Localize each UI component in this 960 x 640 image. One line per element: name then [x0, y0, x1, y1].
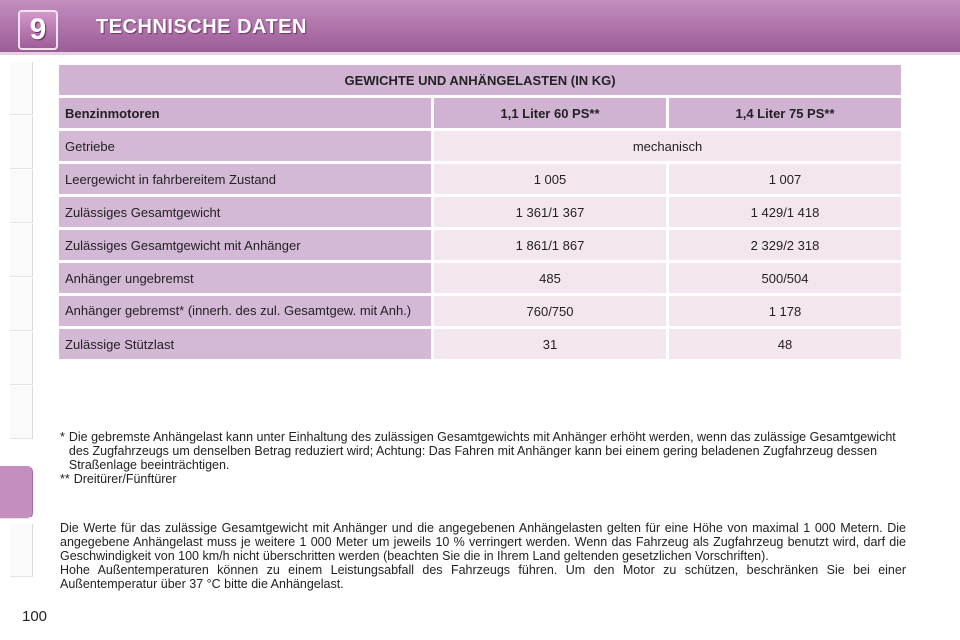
table-row	[59, 329, 901, 359]
footnote-text: Dreitürer/Fünftürer	[73, 472, 177, 486]
row-value: 485	[434, 263, 666, 293]
row-value: 1 361/1 367	[434, 197, 666, 227]
chapter-tab-2[interactable]	[10, 116, 33, 169]
weights-table	[56, 62, 904, 362]
footnote	[60, 430, 906, 472]
table-row	[59, 296, 901, 326]
chapter-tab-3[interactable]	[10, 170, 33, 223]
table-title: GEWICHTE UND ANHÄNGELASTEN (IN KG)	[59, 65, 901, 95]
row-value: 1 005	[434, 164, 666, 194]
body-text	[60, 521, 906, 591]
table-row	[59, 263, 901, 293]
row-label: Getriebe	[59, 131, 431, 161]
chapter-tab-7[interactable]	[10, 386, 33, 439]
chapter-tab-1[interactable]	[10, 62, 33, 115]
footnote-text: Die gebremste Anhängelast kann unter Einhaltung des zulässigen Gesamtgewichts mit Anhänger erhöht werden, wenn das zulässige Gesamtgewicht des Zugfahrzeugs um denselben Betrag reduziert wird; Achtung: Das Fahren mit Anhänger kann bei einem gering beladenen Zugfahrzeug dessen Straßenlage beeinträchtigen.	[68, 430, 896, 472]
footnotes	[60, 430, 906, 486]
footnote	[60, 472, 906, 486]
row-label: Zulässiges Gesamtgewicht	[59, 197, 431, 227]
page-number: 100	[22, 608, 48, 625]
chapter-tab-4[interactable]	[10, 224, 33, 277]
chapter-tab-6[interactable]	[10, 332, 33, 385]
table-row	[59, 197, 901, 227]
row-label: Zulässige Stützlast	[59, 329, 431, 359]
footnote-mark: **	[60, 472, 70, 486]
header-divider	[0, 52, 960, 55]
page-title: TECHNISCHE DATEN	[96, 16, 307, 38]
row-value: 1 429/1 418	[669, 197, 901, 227]
row-value: 1 007	[669, 164, 901, 194]
row-label: Anhänger ungebremst	[59, 263, 431, 293]
chapter-tabs	[0, 62, 34, 582]
row-value: 2 329/2 318	[669, 230, 901, 260]
table-row	[59, 164, 901, 194]
chapter-tab-9-active[interactable]	[0, 466, 33, 519]
footnote-mark: *	[60, 430, 65, 444]
chapter-tab-10[interactable]	[10, 524, 33, 577]
row-value: 31	[434, 329, 666, 359]
table-row	[59, 230, 901, 260]
row-label: Leergewicht in fahrbereitem Zustand	[59, 164, 431, 194]
row-label: Anhänger gebremst* (innerh. des zul. Gesamtgew. mit Anh.)	[59, 296, 431, 326]
row-value: 48	[669, 329, 901, 359]
paragraph-temperature: Hohe Außentemperaturen können zu einem Leistungsabfall des Fahrzeugs führen. Um den Motor zu schützen, beschränken Sie bei einer Außentemperatur über 37 °C bitte die Anhängelast.	[60, 563, 906, 591]
column-header-14l: 1,4 Liter 75 PS**	[669, 98, 901, 128]
paragraph-altitude: Die Werte für das zulässige Gesamtgewicht mit Anhänger und die angegebenen Anhängelasten gelten für eine Höhe von maximal 1 000 Metern. Die angegebene Anhängelast muss je weitere 1 000 Meter um jeweils 10 % verringert werden. Wenn das Fahrzeug als Zugfahrzeug benutzt wird, darf die Geschwindigkeit von 100 km/h nicht überschritten werden (beachten Sie die in Ihrem Land geltenden gesetzlichen Vorschriften).	[60, 521, 906, 563]
chapter-badge: 9	[18, 10, 58, 50]
row-value: 1 861/1 867	[434, 230, 666, 260]
row-value: 1 178	[669, 296, 901, 326]
row-value: 500/504	[669, 263, 901, 293]
row-value: mechanisch	[434, 131, 901, 161]
column-header-engine: Benzinmotoren	[59, 98, 431, 128]
column-header-11l: 1,1 Liter 60 PS**	[434, 98, 666, 128]
chapter-tab-5[interactable]	[10, 278, 33, 331]
row-label: Zulässiges Gesamtgewicht mit Anhänger	[59, 230, 431, 260]
table-row	[59, 131, 901, 161]
row-value: 760/750	[434, 296, 666, 326]
